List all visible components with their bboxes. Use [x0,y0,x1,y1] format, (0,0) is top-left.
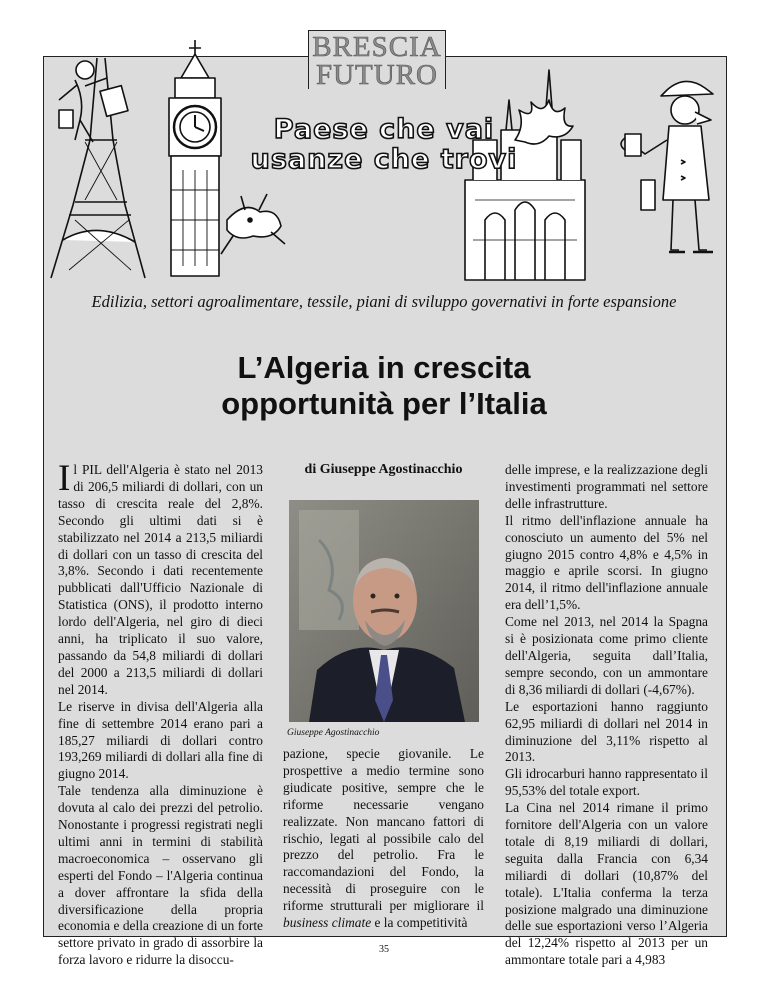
slogan [244,115,524,175]
article-column-2 [283,746,484,932]
article-column-3 [505,462,708,969]
paragraph: delle imprese, e la realizzazione degli investimenti programmati nel settore delle infrastrutture. [505,462,708,511]
paragraph: Le esportazioni hanno raggiunto 62,95 miliardi di dollari nel 2014 in diminuzione del 3,11% rispetto al 2013. [505,698,708,765]
cartoon-creature-drawing [221,194,285,254]
paragraph: Il ritmo dell'inflazione annuale ha conosciuto un aumento del 5% nel giugno 2015 contro 4,8% e 4,5% in maggio e aprile scorsi. In giugno 2014, il ritmo dell'inflazione annuale era dell’1,5%. [505,512,708,613]
paragraph-text: pazione, specie giovanile. Le prospettive a medio termine sono giudicate positive, sempre che le riforme necessarie vengano realizzate. Non mancano fattori di rischio, legati al possibile calo del prezzo del petrolio. Fra le raccomandazioni del Fondo, la necessità di proseguire con le riforme strutturali per migliorare il [283,746,484,914]
paragraph-text: l PIL dell'Algeria è stato nel 2013 di 206,5 miliardi di dollari, con un tasso di crescita reale del 2,8%. Secondo gli ultimi dati si è stabilizzato nel 2014 a 213,5 miliardi di dollari con un tasso di crescita del 3,8%. Secondo i dati recentemente pubblicati dall'Ufficio Nazionale di Statistica (ONS), il prodotto interno lordo dell'Algeria, nel giro di dieci anni, ha triplicato il suo valore, passando da 54,8 miliardi di dollari del 2000 a 213,5 miliardi di dollari nel 2014. [58,462,263,697]
paragraph: Le riserve in divisa dell'Algeria alla fine di settembre 2014 erano pari a 185,27 miliardi di dollari contro 193,269 miliardi di dollari alla fine di giugno 2014. [58,698,263,782]
slogan-line-2: usanze che trovi [250,144,518,175]
big-ben-drawing [169,40,221,276]
drop-cap: I [58,458,71,499]
headline-line-2: opportunità per l’Italia [221,386,547,421]
paragraph: Come nel 2013, nel 2014 la Spagna si è posizionata come primo cliente dell'Algeria, seguita dall’Italia, sempre secondo, con un ammontare di 8,36 miliardi di dollari (-4,67%). [505,614,708,697]
italic-term: business climate [283,915,372,931]
paragraph [283,746,484,932]
photo-caption: Giuseppe Agostinacchio [287,728,380,738]
cartoon-man-drawing [621,81,713,252]
author-photo [289,500,479,722]
paragraph: Gli idrocarburi hanno rappresentato il 95,53% del totale export. [505,766,708,799]
headline-line-1: L’Algeria in crescita [237,350,531,385]
article-column-1 [58,458,263,969]
article-headline [50,350,718,422]
paragraph-text: e la competitività [371,915,468,931]
paragraph: La Cina nel 2014 rimane il primo fornitore dell'Algeria con un valore totale di 8,19 miliardi di dollari, seguita dalla Francia con 6,34 miliardi di dollari (10,87% del totale). L'Italia conferma la terza posizione malgrado una diminuzione delle sue esportazioni verso l’Algeria del 12,24% rispetto al 2013 per un ammontare totale pari a 4,983 [505,800,708,968]
page-number: 35 [379,944,389,955]
brescia-futuro-logo [308,30,446,89]
milan-cathedral-drawing [465,70,585,280]
author-byline: di Giuseppe Agostinacchio [304,462,463,477]
eiffel-tower-drawing [51,58,145,278]
article-subtitle: Edilizia, settori agroalimentare, tessile, piani di sviluppo governativi in forte espansione [91,292,677,311]
logo-line-1: BRESCIA [312,31,442,63]
slogan-line-1: Paese che vai [273,114,495,145]
paragraph [58,458,263,699]
paragraph: Tale tendenza alla diminuzione è dovuta al calo dei prezzi del petrolio. Nonostante i progressi registrati negli ultimi anni in termini di stabilità macroeconomica – osservano gli esperti del Fondo – l'Algeria continua a dover affrontare la sfida della diversificazione della propria economia e della creazione di un forte settore privato in grado di assorbire la forza lavoro e ridurre la disoccu- [58,783,263,968]
logo-line-2: FUTURO [315,59,438,91]
